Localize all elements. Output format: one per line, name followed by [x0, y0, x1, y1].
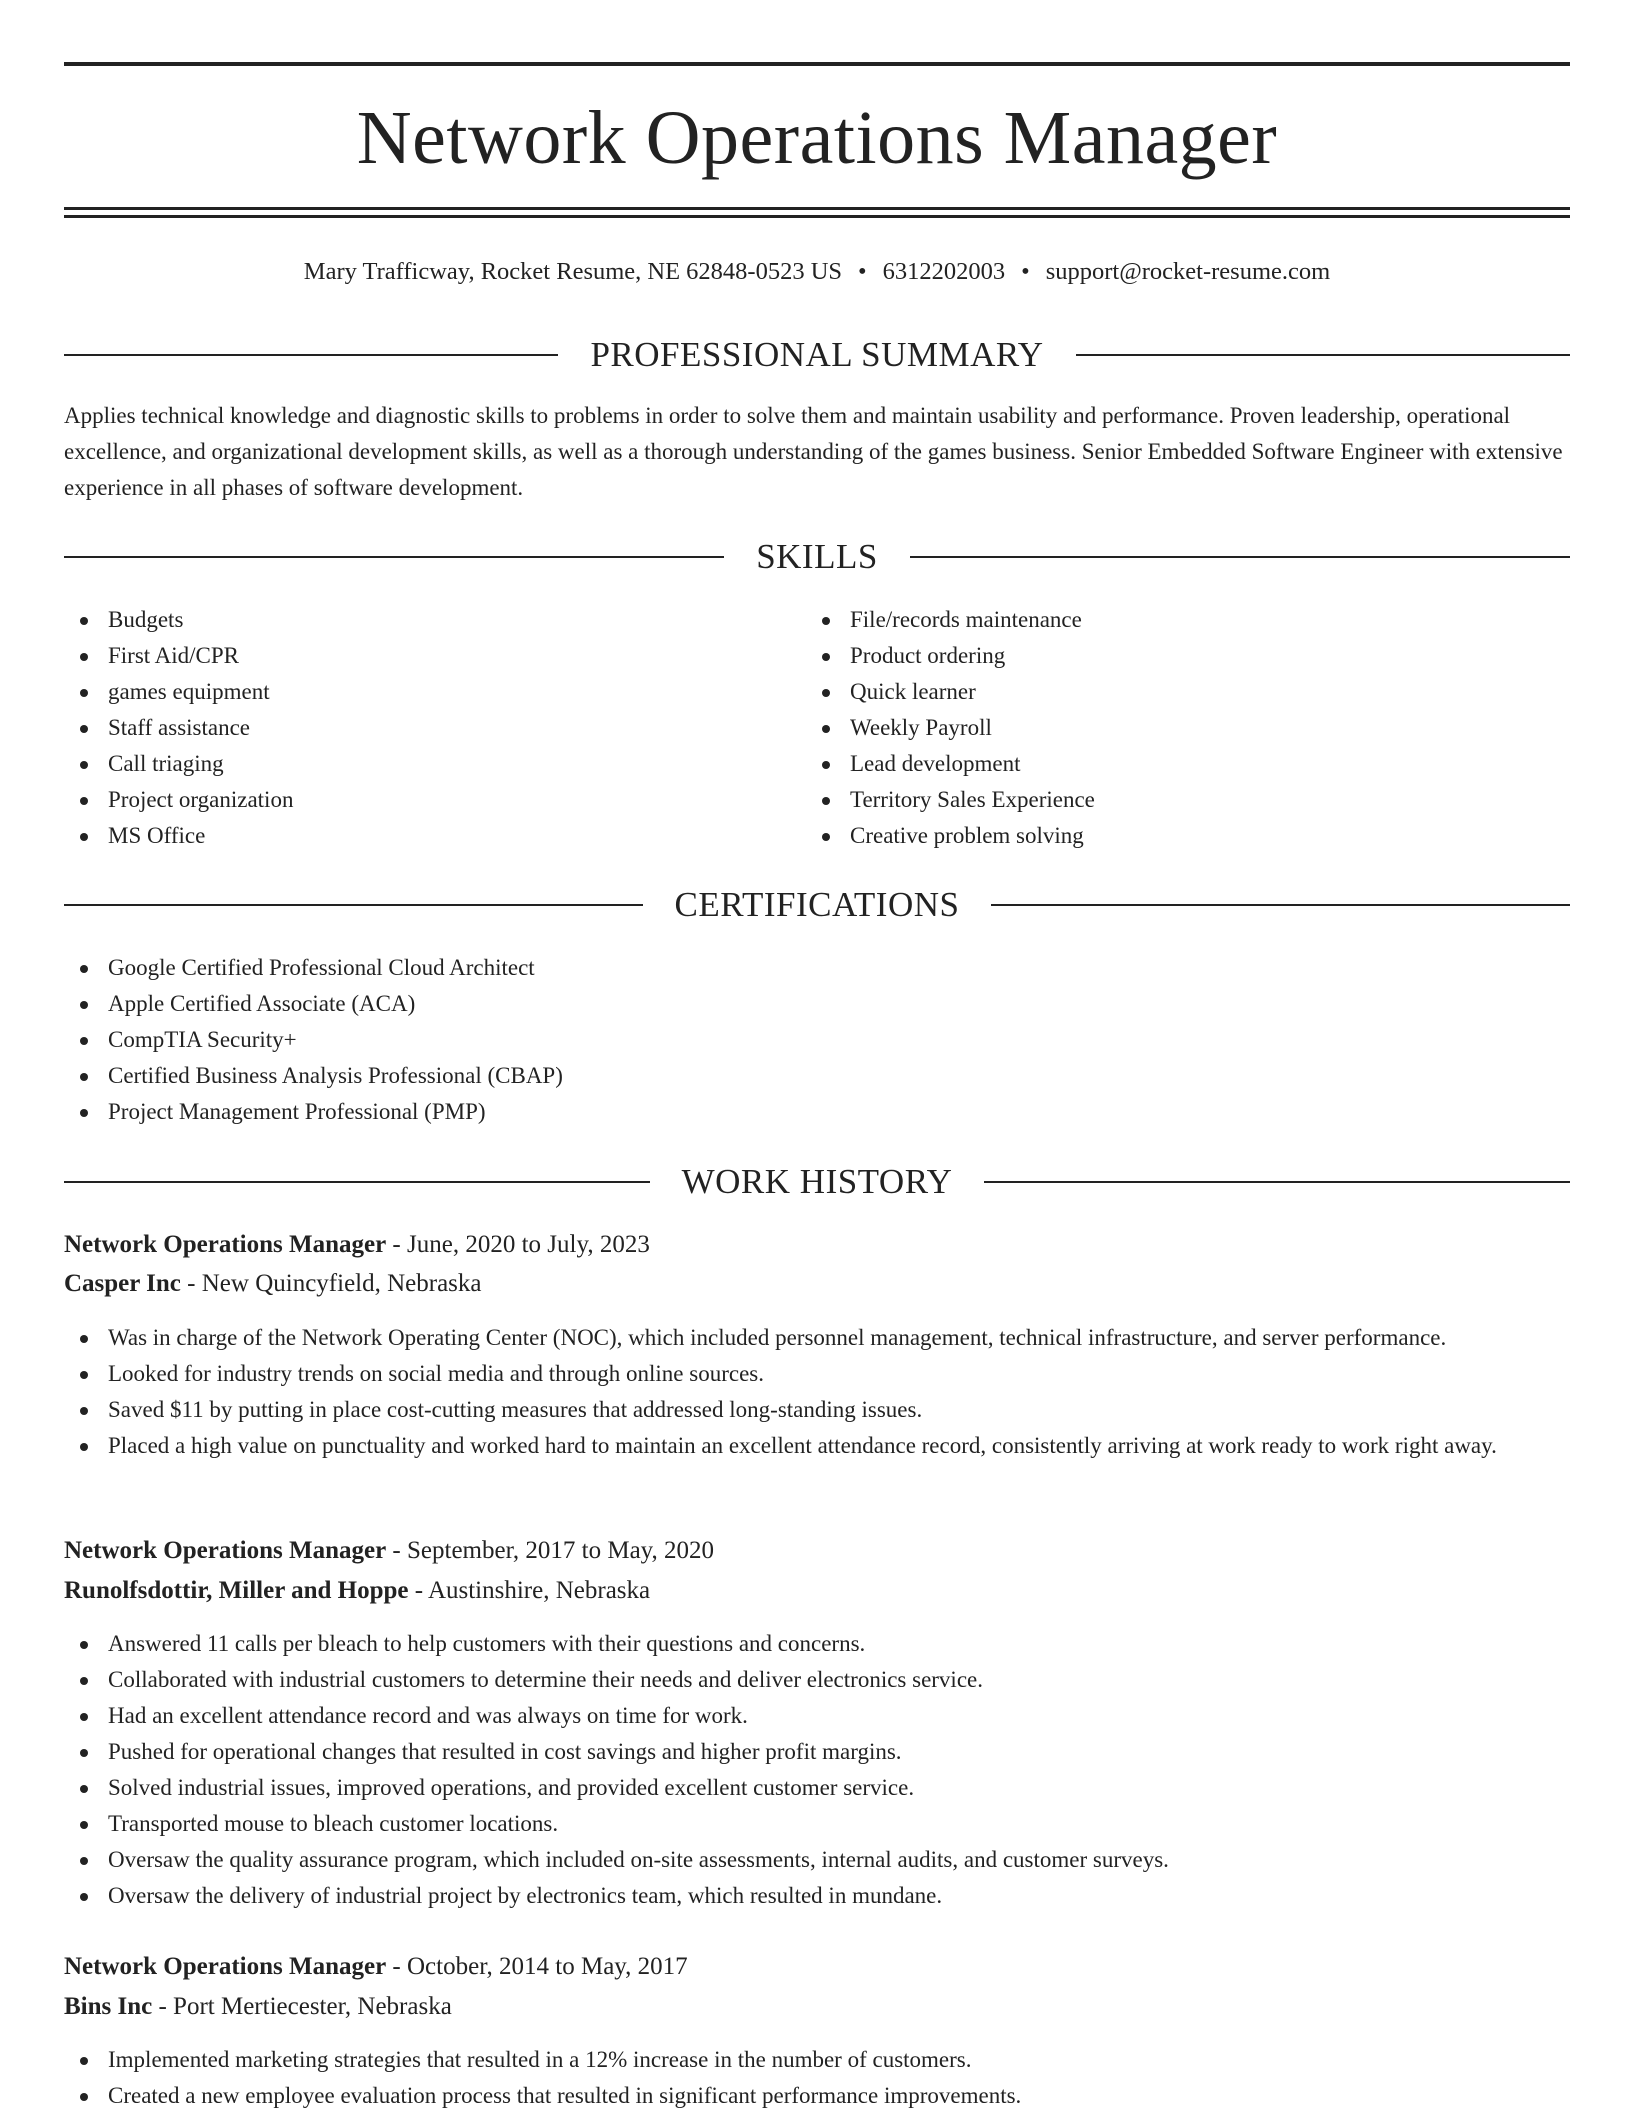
job-title-line — [64, 1225, 1570, 1265]
section-title: CERTIFICATIONS — [674, 885, 960, 924]
section-title: WORK HISTORY — [681, 1162, 953, 1201]
job-company-line — [64, 1264, 1570, 1304]
certification-item: Certified Business Analysis Professional (CBAP) — [64, 1058, 1570, 1094]
heading-rule-right — [991, 904, 1570, 906]
job-bullet: Collaborated with industrial customers to determine their needs and deliver electronics service. — [64, 1662, 1570, 1698]
job-title-line — [64, 1947, 1570, 1987]
heading-rule-left — [64, 1181, 650, 1183]
job-bullet: Placed a high value on punctuality and worked hard to maintain an excellent attendance record, consistently arriving at work ready to work right away. — [64, 1428, 1570, 1464]
job-bullet: Created a new employee evaluation process that resulted in significant performance improvements. — [64, 2078, 1570, 2114]
job-bullet: Implemented marketing strategies that resulted in a 12% increase in the number of customers. — [64, 2042, 1570, 2078]
skill-item: Staff assistance — [64, 710, 764, 746]
job-location: - New Quincyfield, Nebraska — [180, 1270, 482, 1297]
skill-item: Project organization — [64, 782, 764, 818]
job-company-line — [64, 1987, 1570, 2027]
job-bullet: Was in charge of the Network Operating Center (NOC), which included personnel management, technical infrastructure, and server performance. — [64, 1320, 1570, 1356]
job-role: Network Operations Manager — [64, 1537, 387, 1564]
skill-item: MS Office — [64, 818, 764, 854]
skill-item: File/records maintenance — [806, 602, 1566, 638]
section-title: SKILLS — [756, 537, 878, 576]
section-title: PROFESSIONAL SUMMARY — [590, 335, 1044, 374]
job-bullet: Answered 11 calls per bleach to help customers with their questions and concerns. — [64, 1626, 1570, 1662]
skill-item: First Aid/CPR — [64, 638, 764, 674]
skills-list-right — [806, 602, 1566, 854]
job-role: Network Operations Manager — [64, 1231, 387, 1258]
job-dates: - October, 2014 to May, 2017 — [386, 1953, 688, 1980]
skills-list-left — [64, 602, 764, 854]
resume-title: Network Operations Manager — [356, 96, 1278, 180]
job-location: - Austinshire, Nebraska — [408, 1577, 651, 1604]
certification-item: Apple Certified Associate (ACA) — [64, 986, 1570, 1022]
heading-rule-right — [910, 556, 1570, 558]
summary-text: Applies technical knowledge and diagnostic skills to problems in order to solve them and maintain usability and performance. Proven leadership, operational excellence, and organizational development skills, as well as a thorough understanding of the games business. Senior Embedded Software Engineer with extensive experience in all phases of software development. — [64, 403, 1563, 500]
job-company: Runolfsdottir, Miller and Hoppe — [64, 1577, 409, 1604]
contact-address: Mary Trafficway, Rocket Resume, NE 62848-0523 US — [303, 258, 843, 285]
heading-rule-left — [64, 354, 558, 356]
job-company-line — [64, 1571, 1570, 1611]
job-bullet: Had an excellent attendance record and was always on time for work. — [64, 1698, 1570, 1734]
heading-rule-right — [1076, 354, 1570, 356]
contact-line — [64, 252, 1570, 292]
skill-item: Quick learner — [806, 674, 1566, 710]
summary-heading — [64, 335, 1570, 375]
certification-item: Google Certified Professional Cloud Architect — [64, 950, 1570, 986]
certification-item: Project Management Professional (PMP) — [64, 1094, 1570, 1130]
job-bullets — [64, 2042, 1570, 2114]
job-role: Network Operations Manager — [64, 1953, 387, 1980]
job-bullet: Saved $11 by putting in place cost-cutting measures that addressed long-standing issues. — [64, 1392, 1570, 1428]
contact-phone: 6312202003 — [882, 258, 1006, 285]
skill-item: Call triaging — [64, 746, 764, 782]
job-bullets — [64, 1626, 1570, 1914]
skills-heading — [64, 537, 1570, 577]
job-dates: - June, 2020 to July, 2023 — [386, 1231, 650, 1258]
job-bullet: Pushed for operational changes that resulted in cost savings and higher profit margins. — [64, 1734, 1570, 1770]
job-company: Casper Inc — [64, 1270, 181, 1297]
skill-item: Creative problem solving — [806, 818, 1566, 854]
job-bullet: Oversaw the delivery of industrial project by electronics team, which resulted in mundane. — [64, 1878, 1570, 1914]
contact-email[interactable]: support@rocket-resume.com — [1045, 258, 1331, 285]
certifications-list — [64, 950, 1570, 1130]
skill-item: Lead development — [806, 746, 1566, 782]
top-rule — [64, 62, 1570, 66]
job-bullet: Transported mouse to bleach customer locations. — [64, 1806, 1570, 1842]
title-double-rule — [64, 207, 1570, 218]
job-bullet: Looked for industry trends on social media and through online sources. — [64, 1356, 1570, 1392]
work-history-heading — [64, 1162, 1570, 1202]
certifications-heading — [64, 885, 1570, 925]
skill-item: Budgets — [64, 602, 764, 638]
contact-separator: • — [858, 258, 867, 285]
skill-item: games equipment — [64, 674, 764, 710]
skill-item: Territory Sales Experience — [806, 782, 1566, 818]
job-dates: - September, 2017 to May, 2020 — [386, 1537, 715, 1564]
certification-item: CompTIA Security+ — [64, 1022, 1570, 1058]
heading-rule-right — [984, 1181, 1570, 1183]
job-bullet: Oversaw the quality assurance program, which included on-site assessments, internal audits, and customer surveys. — [64, 1842, 1570, 1878]
job-company: Bins Inc — [64, 1993, 153, 2020]
job-location: - Port Mertiecester, Nebraska — [152, 1993, 452, 2020]
job-bullets — [64, 1320, 1570, 1464]
skill-item: Weekly Payroll — [806, 710, 1566, 746]
job-bullet: Solved industrial issues, improved operations, and provided excellent customer service. — [64, 1770, 1570, 1806]
skill-item: Product ordering — [806, 638, 1566, 674]
contact-separator: • — [1021, 258, 1030, 285]
heading-rule-left — [64, 556, 724, 558]
job-title-line — [64, 1531, 1570, 1571]
heading-rule-left — [64, 904, 643, 906]
